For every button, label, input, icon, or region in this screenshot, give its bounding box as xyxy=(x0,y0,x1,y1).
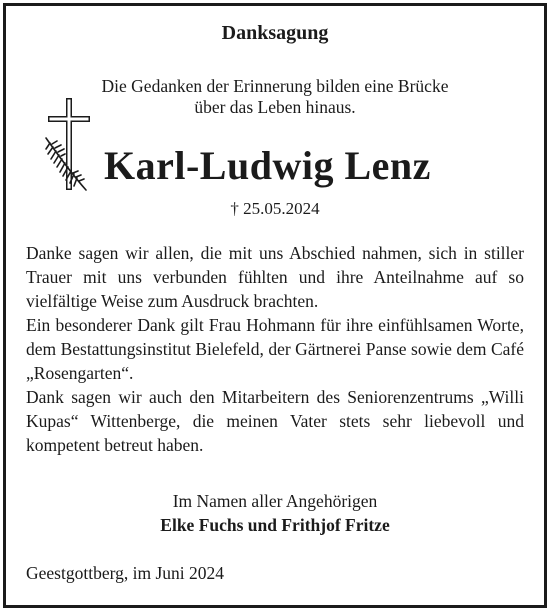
signature-names: Elke Fuchs und Frithjof Fritze xyxy=(160,515,390,535)
paragraph-1: Danke sagen wir allen, die mit uns Abschied nahmen, sich in stiller Trauer mit uns verbunden fühlten und ihre Anteilnahme auf so vielfältige Weise zum Ausdruck brachten. xyxy=(26,243,524,311)
signature-block xyxy=(0,489,550,537)
paragraph-2: Ein besonderer Dank gilt Frau Hohmann für ihre einfühlsamen Worte, dem Bestattungsinstitut Bielefeld, der Gärtnerei Panse sowie dem Café „Rosengarten“. xyxy=(26,315,524,383)
paragraph-3: Dank sagen wir auch den Mitarbeitern des Seniorenzentrums „Willi Kupas“ Wittenberge, die meinen Vater stets sehr liebevoll und kompetent betreut haben. xyxy=(26,387,524,455)
deceased-name: Karl-Ludwig Lenz xyxy=(104,143,431,188)
quote-line-1: Die Gedanken der Erinnerung bilden eine Brücke xyxy=(101,76,449,96)
death-date: † 25.05.2024 xyxy=(230,199,320,218)
notice-heading: Danksagung xyxy=(221,22,329,44)
signature-intro: Im Namen aller Angehörigen xyxy=(172,491,378,511)
thank-you-text xyxy=(26,241,524,457)
quote-line-2: über das Leben hinaus. xyxy=(194,97,356,117)
place-and-date: Geestgottberg, im Juni 2024 xyxy=(26,563,224,583)
cross-with-palm-branch-icon xyxy=(44,94,94,194)
